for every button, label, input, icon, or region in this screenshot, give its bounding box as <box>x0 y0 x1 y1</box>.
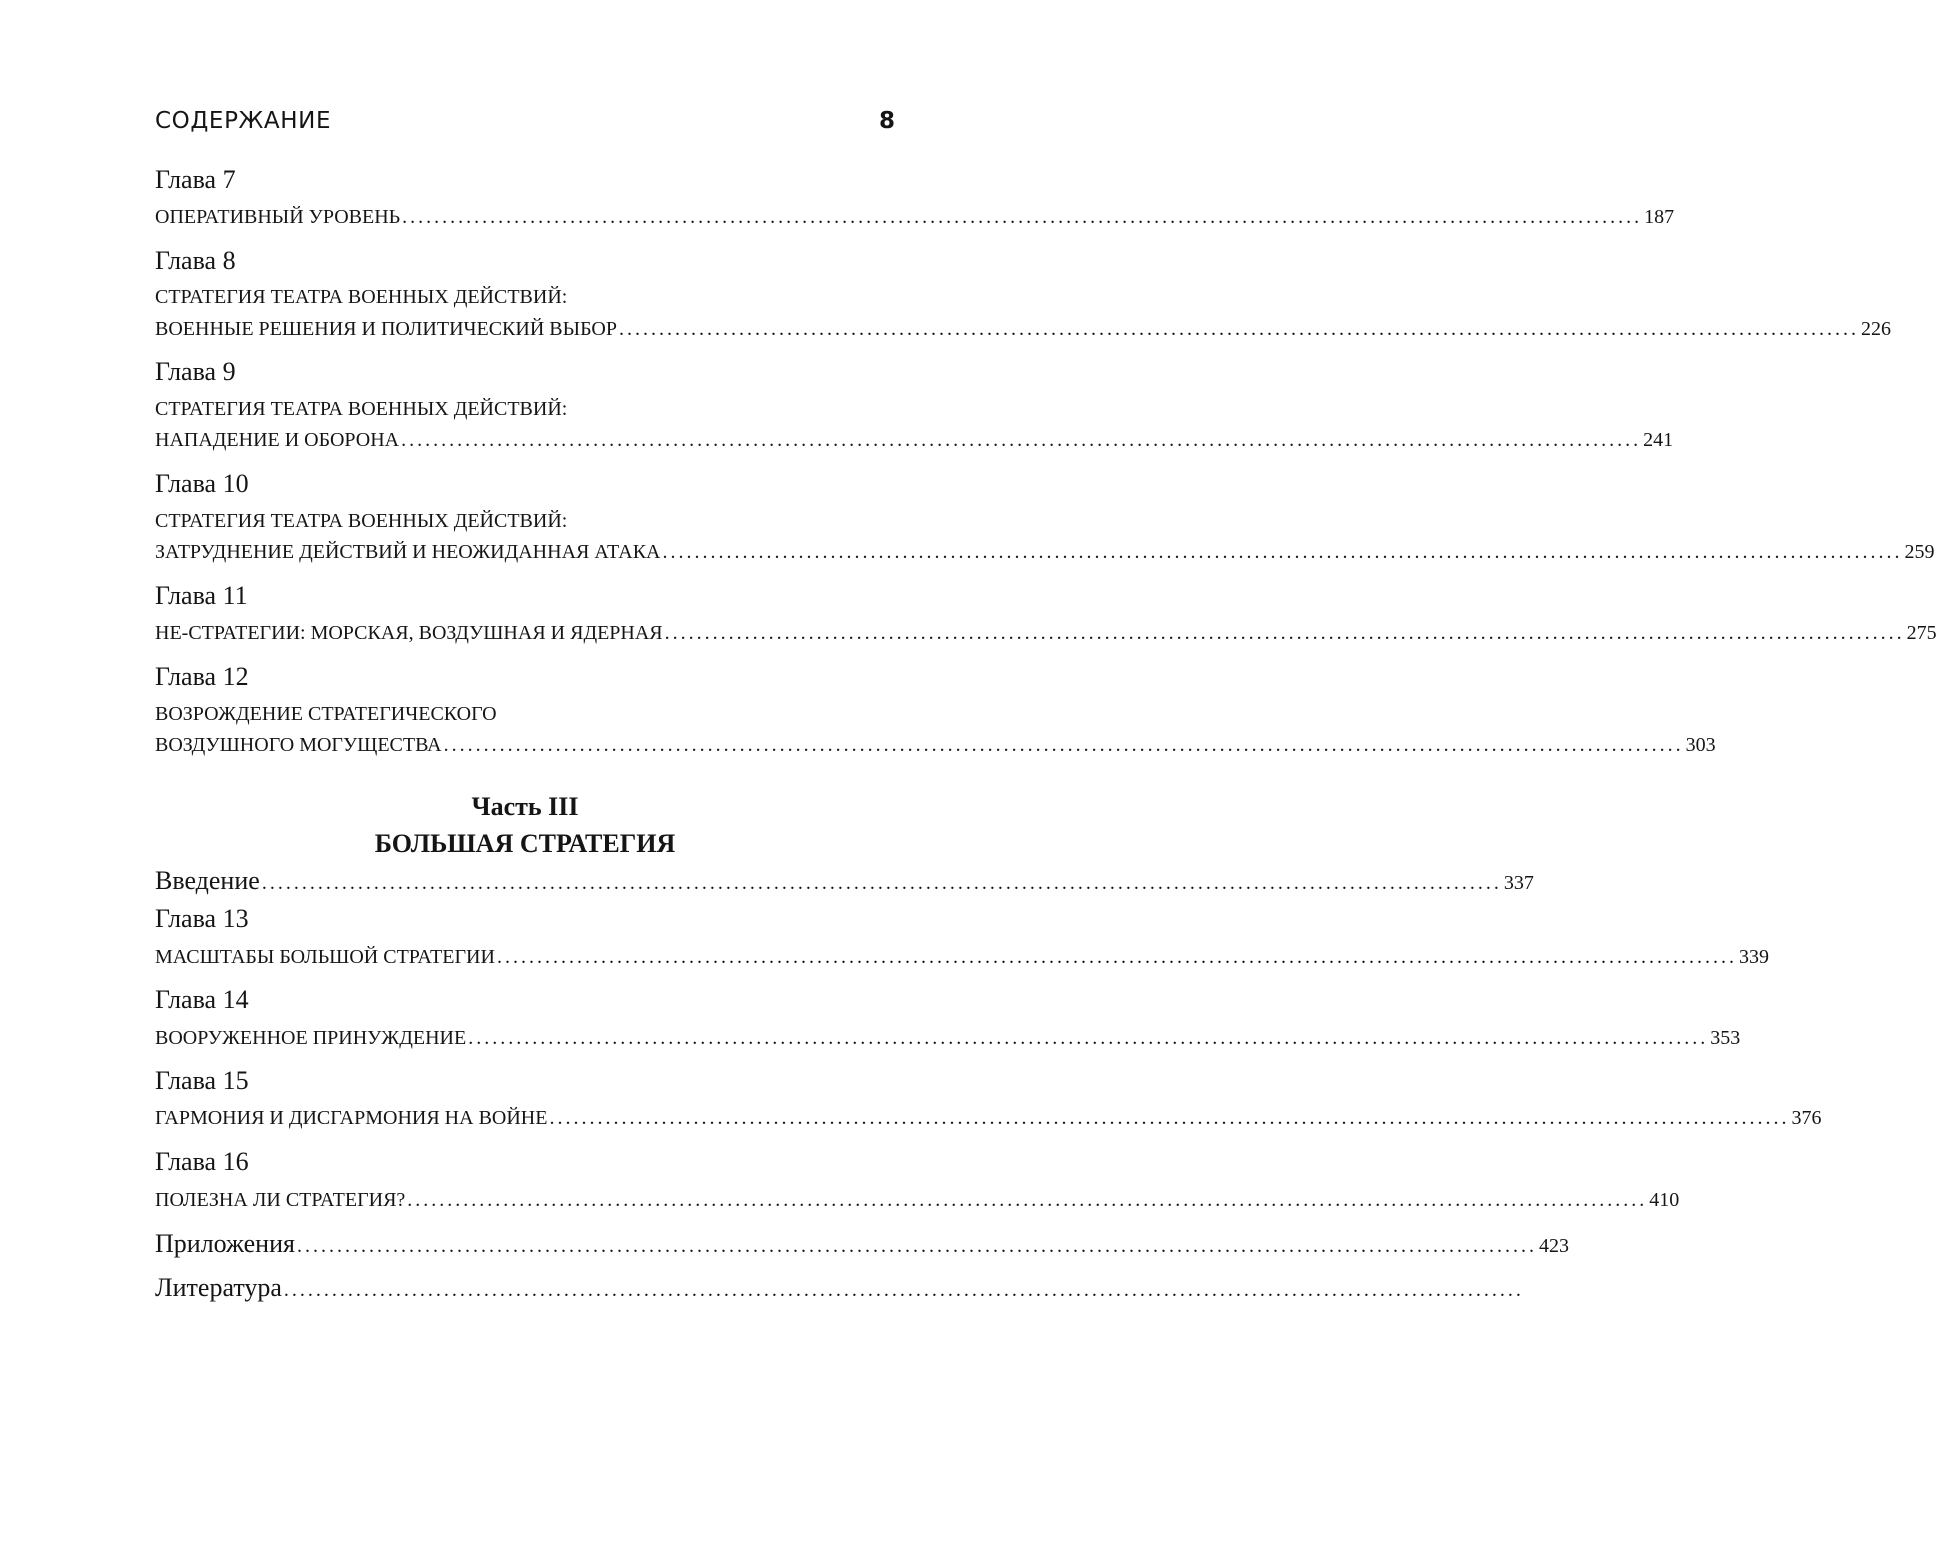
toc-entry[interactable] <box>155 429 1674 452</box>
toc-entry[interactable] <box>155 1107 1822 1130</box>
dot-leader: ........................................................................................................................................................... <box>496 946 1737 968</box>
toc-entry-title: Приложения <box>155 1229 295 1258</box>
toc-entry-page: 275 <box>1906 622 1937 644</box>
part-label: Часть III <box>471 792 579 821</box>
dot-leader: ........................................................................................................................................................... <box>296 1235 1537 1257</box>
chapter-label: Глава 7 <box>155 165 236 194</box>
chapter-label: Глава 15 <box>155 1066 249 1095</box>
toc-entry[interactable] <box>155 866 1534 896</box>
dot-leader: ........................................................................................................................................................... <box>443 734 1684 756</box>
toc-entry-page: 410 <box>1649 1189 1680 1211</box>
dot-leader: ........................................................................................................................................................... <box>662 541 1903 563</box>
toc-entry[interactable] <box>155 541 1935 564</box>
running-header-title: СОДЕРЖАНИЕ <box>155 108 332 134</box>
toc-entry[interactable] <box>155 1027 1741 1050</box>
toc-entry[interactable] <box>155 622 1937 645</box>
chapter-label: Глава 11 <box>155 581 248 610</box>
chapter-label: Глава 10 <box>155 469 249 498</box>
toc-entry[interactable] <box>155 1273 1524 1303</box>
toc-entry-page: 241 <box>1643 429 1674 451</box>
toc-entry-page: 303 <box>1685 734 1716 756</box>
dot-leader: ........................................................................................................................................................... <box>618 318 1859 340</box>
toc-entry-title: ЗАТРУДНЕНИЕ ДЕЙСТВИЙ И НЕОЖИДАННАЯ АТАКА <box>155 541 661 563</box>
toc-entry-page: 187 <box>1644 206 1675 228</box>
toc-entry-title: ПОЛЕЗНА ЛИ СТРАТЕГИЯ? <box>155 1189 406 1211</box>
dot-leader: ........................................................................................................................................................... <box>549 1107 1790 1129</box>
toc-entry-page: 353 <box>1710 1027 1741 1049</box>
toc-entry-page: 337 <box>1503 872 1534 894</box>
chapter-label: Глава 8 <box>155 246 236 275</box>
toc-entry-title: МАСШТАБЫ БОЛЬШОЙ СТРАТЕГИИ <box>155 946 495 968</box>
dot-leader: ........................................................................................................................................................... <box>407 1189 1648 1211</box>
dot-leader: ........................................................................................................................................................... <box>468 1027 1709 1049</box>
toc-entry[interactable] <box>155 318 1891 341</box>
toc-entry-title: ВОЕННЫЕ РЕШЕНИЯ И ПОЛИТИЧЕСКИЙ ВЫБОР <box>155 318 617 340</box>
toc-entry-title-line: СТРАТЕГИЯ ТЕАТРА ВОЕННЫХ ДЕЙСТВИЙ: <box>155 510 568 532</box>
running-header <box>155 108 895 142</box>
dot-leader: ........................................................................................................................................................... <box>664 622 1905 644</box>
dot-leader: ........................................................................................................................................................... <box>261 872 1502 894</box>
page-number: 8 <box>878 108 895 134</box>
part-title: БОЛЬШАЯ СТРАТЕГИЯ <box>374 829 676 858</box>
toc-entry-title: НЕ-СТРАТЕГИИ: МОРСКАЯ, ВОЗДУШНАЯ И ЯДЕРНАЯ <box>155 622 663 644</box>
toc-entry-title: ГАРМОНИЯ И ДИСГАРМОНИЯ НА ВОЙНЕ <box>155 1107 548 1129</box>
toc-entry[interactable] <box>155 734 1716 757</box>
dot-leader: ........................................................................................................................................................... <box>283 1279 1524 1301</box>
toc-entry-page: 226 <box>1860 318 1891 340</box>
chapter-label: Глава 12 <box>155 662 249 691</box>
toc-entry-page: 376 <box>1791 1107 1822 1129</box>
toc-entry-page: 339 <box>1738 946 1769 968</box>
toc-entry[interactable] <box>155 1189 1680 1212</box>
toc-entry[interactable] <box>155 946 1769 969</box>
toc-entry-title-line: ВОЗРОЖДЕНИЕ СТРАТЕГИЧЕСКОГО <box>155 703 497 725</box>
chapter-label: Глава 14 <box>155 985 249 1014</box>
toc-entry-title: Введение <box>155 866 260 895</box>
toc-entry-title: Литература <box>155 1273 282 1302</box>
toc-entry[interactable] <box>155 1229 1569 1259</box>
toc-entry[interactable] <box>155 206 1675 229</box>
toc-entry-page: 423 <box>1538 1235 1569 1257</box>
toc-entry-title: НАПАДЕНИЕ И ОБОРОНА <box>155 429 400 451</box>
toc-entry-title: ВОЗДУШНОГО МОГУЩЕСТВА <box>155 734 442 756</box>
chapter-label: Глава 13 <box>155 904 249 933</box>
chapter-label: Глава 16 <box>155 1147 249 1176</box>
toc-entry-title: ВООРУЖЕННОЕ ПРИНУЖДЕНИЕ <box>155 1027 467 1049</box>
toc-entry-title: ОПЕРАТИВНЫЙ УРОВЕНЬ <box>155 206 401 228</box>
chapter-label: Глава 9 <box>155 357 236 386</box>
toc-entry-title-line: СТРАТЕГИЯ ТЕАТРА ВОЕННЫХ ДЕЙСТВИЙ: <box>155 286 568 308</box>
toc-entry-title-line: СТРАТЕГИЯ ТЕАТРА ВОЕННЫХ ДЕЙСТВИЙ: <box>155 398 568 420</box>
dot-leader: ........................................................................................................................................................... <box>401 429 1642 451</box>
dot-leader: ........................................................................................................................................................... <box>402 206 1643 228</box>
toc-entry-page: 259 <box>1904 541 1935 563</box>
